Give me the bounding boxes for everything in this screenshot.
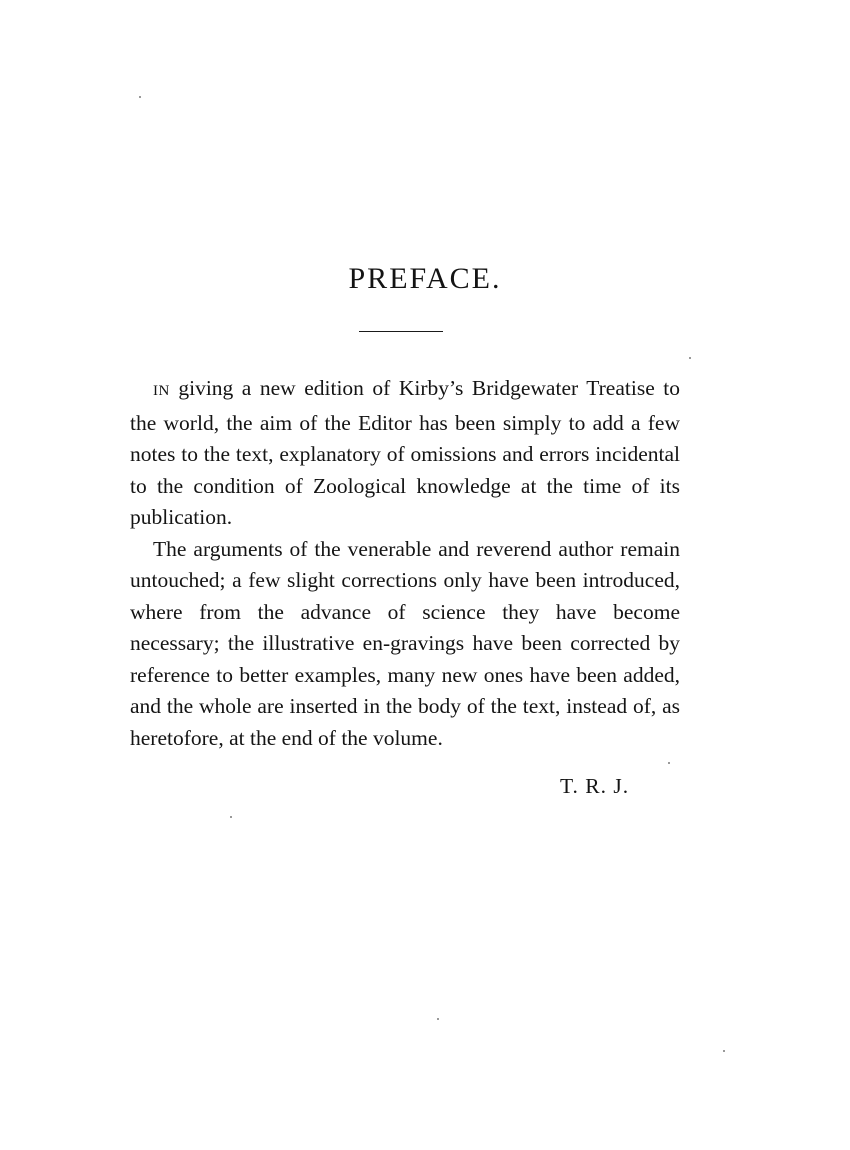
scan-speck	[668, 762, 670, 764]
scan-speck	[689, 357, 691, 359]
scan-speck	[139, 96, 141, 98]
author-initials: T. R. J.	[560, 774, 630, 798]
page-title: PREFACE.	[348, 262, 502, 295]
paragraph-1	[130, 373, 680, 534]
scan-speck	[437, 1018, 439, 1020]
small-caps-initial: IN	[153, 383, 170, 399]
title-rule	[359, 331, 443, 332]
preface-body	[130, 373, 680, 754]
scan-speck	[723, 1050, 725, 1052]
scan-speck	[230, 816, 232, 818]
paragraph-1-text: giving a new edition of Kirby’s Bridgewater Treatise to the world, the aim of the Editor has been simply to add a few notes to the text, explanatory of omissions and errors incidental to the condition of Zoological knowledge at the time of its publication.	[130, 376, 680, 529]
paragraph-2: The arguments of the venerable and reverend author remain untouched; a few slight corrections only have been introduced, where from the advance of science they have become necessary; the illustrative en-gravings have been corrected by reference to better examples, many new ones have been added, and the whole are inserted in the body of the text, instead of, as heretofore, at the end of the volume.	[130, 536, 680, 750]
